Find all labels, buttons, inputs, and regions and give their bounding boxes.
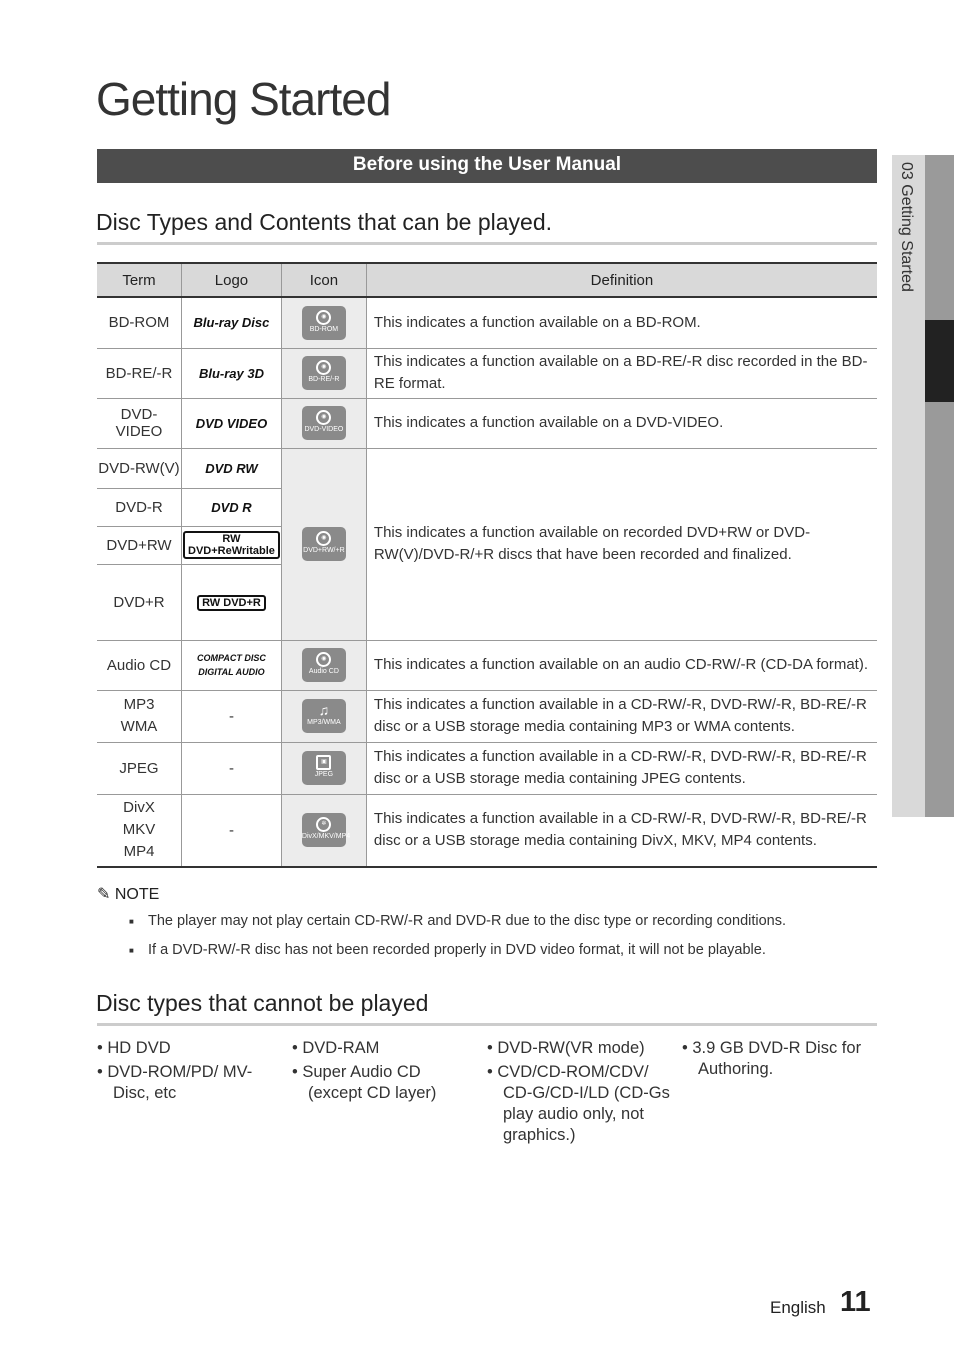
section-heading-not-playable: Disc types that cannot be played xyxy=(96,990,429,1016)
definition-cell: This indicates a function available on a BD-ROM. xyxy=(366,297,877,348)
term-cell: BD-RE/-R xyxy=(97,348,182,398)
list-item: • HD DVD xyxy=(97,1039,171,1057)
music-icon: ♫ MP3/WMA xyxy=(281,690,366,742)
unplayable-column xyxy=(487,1038,672,1149)
side-tab-strip xyxy=(925,155,954,817)
definition-cell: This indicates a function available in a CD-RW/-R, DVD-RW/-R, BD-RE/-R disc or a USB storage media containing MP3 or WMA contents. xyxy=(366,690,877,742)
logo-cell: - xyxy=(182,690,282,742)
table-row xyxy=(97,297,877,348)
footer-language: English xyxy=(770,1298,826,1317)
section-banner: Before using the User Manual xyxy=(97,149,877,183)
dvd-plus-rw-logo: RW DVD+ReWritable xyxy=(182,526,282,564)
disc-icon: ◉ Audio CD xyxy=(281,640,366,690)
term-cell: BD-ROM xyxy=(97,297,182,348)
dvd-video-logo: DVD VIDEO xyxy=(182,398,282,448)
table-row xyxy=(97,448,877,488)
disc-icon: ◉ DVD-VIDEO xyxy=(281,398,366,448)
note-item: ■ If a DVD-RW/-R disc has not been recorded properly in DVD video format, it will not be playable. xyxy=(131,942,766,958)
term-cell: DVD+RW xyxy=(97,526,182,564)
disc-icon: ◉ BD-RE/-R xyxy=(281,348,366,398)
term-cell: DVD+R xyxy=(97,564,182,640)
bluray-logo: Blu-ray Disc xyxy=(182,297,282,348)
definition-cell: This indicates a function available in a CD-RW/-R, DVD-RW/-R, BD-RE/-R disc or a USB storage media containing JPEG contents. xyxy=(366,742,877,794)
definition-cell: This indicates a function available on recorded DVD+RW or DVD-RW(V)/DVD-R/+R discs that have been recorded and finalized. xyxy=(366,448,877,640)
unplayable-column xyxy=(97,1038,282,1107)
list-item: • Super Audio CD (except CD layer) xyxy=(292,1063,437,1102)
definition-cell: This indicates a function available on a DVD-VIDEO. xyxy=(366,398,877,448)
unplayable-column xyxy=(292,1038,477,1107)
term-cell: DVD-R xyxy=(97,488,182,526)
pencil-icon: ✎ xyxy=(97,886,111,903)
side-tab-marker xyxy=(925,320,954,402)
table-row xyxy=(97,742,877,794)
term-cell: JPEG xyxy=(97,742,182,794)
photo-icon: ▣ JPEG xyxy=(281,742,366,794)
film-reel-icon: ✲ DivX/MKV/MP4 xyxy=(281,794,366,867)
note-item: ■ The player may not play certain CD-RW/-R and DVD-R due to the disc type or recording conditions. xyxy=(131,913,786,929)
list-item: • 3.9 GB DVD-R Disc for Authoring. xyxy=(682,1039,862,1078)
term-cell: DVD-RW(V) xyxy=(97,448,182,488)
note-heading: ✎ NOTE xyxy=(97,886,160,903)
page-title: Getting Started xyxy=(96,73,391,125)
disc-icon: ◉ DVD+RW/+R xyxy=(281,448,366,640)
term-cell: MP3 WMA xyxy=(97,690,182,742)
definition-cell: This indicates a function available in a CD-RW/-R, DVD-RW/-R, BD-RE/-R disc or a USB storage media containing DivX, MKV, MP4 contents. xyxy=(366,794,877,867)
table-row xyxy=(97,690,877,742)
list-item: • DVD-RAM xyxy=(292,1039,380,1057)
unplayable-column xyxy=(682,1038,867,1083)
disc-types-table xyxy=(97,262,877,868)
term-cell: DVD-VIDEO xyxy=(97,398,182,448)
list-item: • DVD-ROM/PD/ MV-Disc, etc xyxy=(97,1063,253,1102)
logo-cell: - xyxy=(182,794,282,867)
dvd-r-logo: DVD R xyxy=(182,488,282,526)
list-item: • CVD/CD-ROM/CDV/ CD-G/CD-I/LD (CD-Gs play audio only, not graphics.) xyxy=(487,1063,670,1144)
definition-cell: This indicates a function available on a BD-RE/-R disc recorded in the BD-RE format. xyxy=(366,348,877,398)
term-cell: Audio CD xyxy=(97,640,182,690)
column-header: Term xyxy=(97,263,182,297)
logo-cell: - xyxy=(182,742,282,794)
table-row xyxy=(97,348,877,398)
table-row xyxy=(97,640,877,690)
list-item: • DVD-RW(VR mode) xyxy=(487,1039,645,1057)
disc-icon: ◉ BD-ROM xyxy=(281,297,366,348)
side-tab-label: 03 Getting Started xyxy=(898,162,915,292)
table-row xyxy=(97,398,877,448)
term-cell: DivX MKV MP4 xyxy=(97,794,182,867)
heading-rule xyxy=(97,242,877,245)
dvd-plus-r-logo: RW DVD+R xyxy=(182,564,282,640)
section-heading-playable: Disc Types and Contents that can be played. xyxy=(96,209,553,235)
bluray-3d-logo: Blu-ray 3D xyxy=(182,348,282,398)
definition-cell: This indicates a function available on an audio CD-RW/-R (CD-DA format). xyxy=(366,640,877,690)
column-header: Definition xyxy=(366,263,877,297)
column-header: Icon xyxy=(281,263,366,297)
column-header: Logo xyxy=(182,263,282,297)
table-row xyxy=(97,794,877,867)
page-number: 11 xyxy=(840,1286,871,1318)
table-header-row xyxy=(97,263,877,297)
dvd-rw-logo: DVD RW xyxy=(182,448,282,488)
compact-disc-logo: COMPACT DISC DIGITAL AUDIO xyxy=(182,640,282,690)
heading-rule xyxy=(97,1023,877,1026)
